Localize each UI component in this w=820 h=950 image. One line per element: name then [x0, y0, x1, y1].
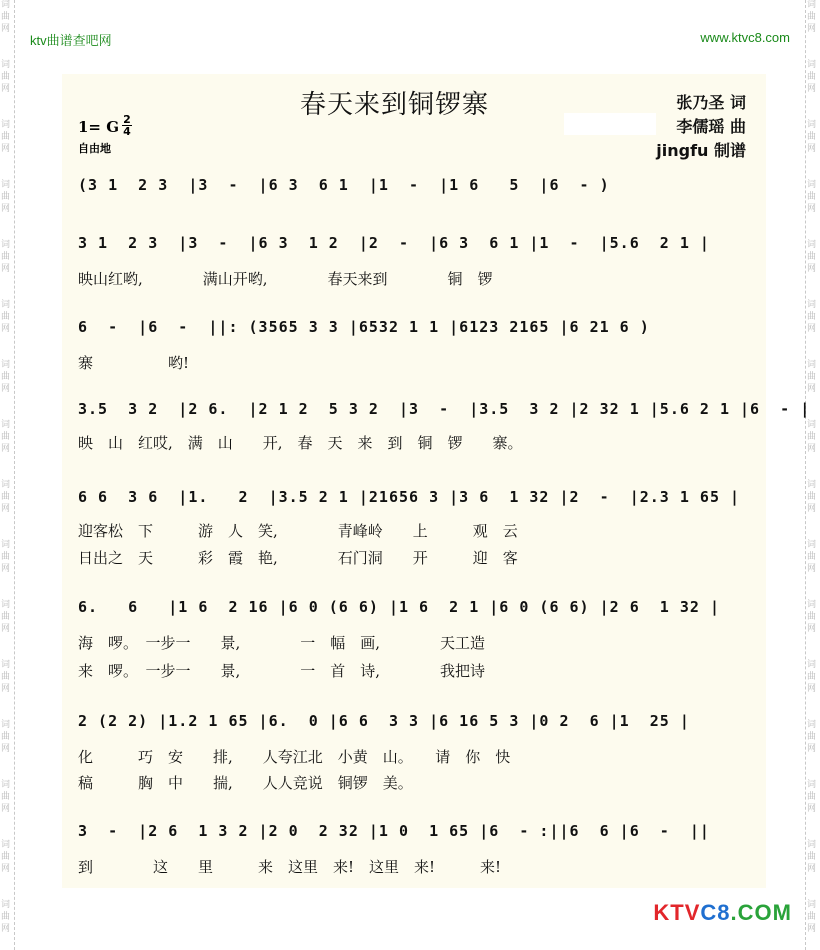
side-watermark-glyph: 网	[1, 384, 11, 394]
side-watermark-glyph: 词	[807, 720, 817, 730]
lyric-line-2: 寨 哟!	[78, 354, 190, 372]
side-watermark-glyph: 词	[1, 840, 11, 850]
side-watermark-glyph: 曲	[1, 72, 11, 82]
logo-part-ktv: KTV	[653, 900, 701, 925]
lyric-line-9: 稿 胸 中 揣, 人人竞说 铜锣 美。	[78, 774, 413, 792]
side-watermark-glyph: 曲	[1, 192, 11, 202]
side-watermark-glyph: 网	[1, 864, 11, 874]
left-watermark-strip	[0, 0, 15, 950]
side-watermark-glyph: 词	[1, 540, 11, 550]
side-watermark-glyph: 词	[1, 720, 11, 730]
side-watermark-glyph: 网	[1, 684, 11, 694]
side-watermark-glyph: 网	[807, 24, 817, 34]
notation-row-5: 6 6 3 6 |1. 2 |3.5 2 1 |21656 3 |3 6 1 32 |2 - |2.3 1 65 |	[78, 488, 741, 506]
side-watermark-glyph: 曲	[807, 312, 817, 322]
side-watermark-glyph: 曲	[807, 432, 817, 442]
side-watermark-glyph: 曲	[807, 552, 817, 562]
side-watermark-glyph: 曲	[1, 312, 11, 322]
side-watermark-glyph: 词	[1, 120, 11, 130]
side-watermark-glyph: 词	[1, 60, 11, 70]
side-watermark-glyph: 网	[807, 324, 817, 334]
notation-row-4: 3.5 3 2 |2 6. |2 1 2 5 3 2 |3 - |3.5 3 2 |2 32 1 |5.6 2 1 |6 - |	[78, 400, 811, 418]
side-watermark-glyph: 网	[1, 444, 11, 454]
logo-part-com: .COM	[730, 900, 792, 925]
side-watermark-glyph: 网	[807, 84, 817, 94]
site-name-label[interactable]: ktv曲谱查吧网	[30, 33, 112, 48]
arranger-credit: jingfu 制谱	[656, 141, 746, 160]
lyric-line-4: 迎客松 下 游 人 笑, 青峰岭 上 观 云	[78, 522, 518, 540]
side-watermark-glyph: 网	[1, 324, 11, 334]
key-signature: 1= G	[78, 118, 120, 136]
blank-patch	[564, 113, 656, 135]
side-watermark-glyph: 词	[807, 240, 817, 250]
side-watermark-glyph: 词	[807, 540, 817, 550]
side-watermark-glyph: 词	[1, 600, 11, 610]
side-watermark-glyph: 网	[807, 804, 817, 814]
side-watermark-glyph: 词	[807, 480, 817, 490]
side-watermark-glyph: 网	[807, 684, 817, 694]
side-watermark-glyph: 曲	[1, 492, 11, 502]
side-watermark-glyph: 曲	[1, 12, 11, 22]
lyric-line-8: 化 巧 安 排, 人夸江北 小黄 山。 请 你 快	[78, 748, 511, 766]
time-signature	[122, 114, 132, 137]
side-watermark-glyph: 词	[1, 660, 11, 670]
side-watermark-glyph: 曲	[807, 912, 817, 922]
side-watermark-glyph: 曲	[1, 852, 11, 862]
side-watermark-glyph: 网	[807, 624, 817, 634]
side-watermark-glyph: 网	[1, 804, 11, 814]
side-watermark-glyph: 词	[1, 480, 11, 490]
side-watermark-glyph: 词	[1, 420, 11, 430]
side-watermark-glyph: 曲	[1, 432, 11, 442]
side-watermark-glyph: 曲	[807, 852, 817, 862]
side-watermark-glyph: 曲	[1, 252, 11, 262]
side-watermark-glyph: 词	[807, 180, 817, 190]
side-watermark-glyph: 曲	[807, 732, 817, 742]
right-watermark-strip	[805, 0, 820, 950]
side-watermark-glyph: 曲	[807, 132, 817, 142]
side-watermark-glyph: 网	[807, 144, 817, 154]
side-watermark-glyph: 网	[1, 624, 11, 634]
side-watermark-glyph: 词	[807, 0, 817, 10]
side-watermark-glyph: 网	[1, 84, 11, 94]
tempo-marking: 自由地	[78, 142, 111, 155]
lyric-line-6: 海 啰。 一步一 景, 一 幅 画, 天工造	[78, 634, 486, 652]
time-signature-bottom: 4	[123, 125, 131, 138]
side-watermark-glyph: 网	[807, 864, 817, 874]
side-watermark-glyph: 网	[1, 744, 11, 754]
lyric-line-5: 日出之 天 彩 霞 艳, 石门洞 开 迎 客	[78, 549, 518, 567]
side-watermark-glyph: 曲	[1, 552, 11, 562]
lyric-line-7: 来 啰。 一步一 景, 一 首 诗, 我把诗	[78, 662, 486, 680]
side-watermark-glyph: 网	[807, 924, 817, 934]
side-watermark-glyph: 曲	[807, 792, 817, 802]
logo-part-c8: C8	[700, 900, 731, 925]
side-watermark-glyph: 曲	[1, 912, 11, 922]
side-watermark-glyph: 词	[1, 240, 11, 250]
notation-row-2: 3 1 2 3 |3 - |6 3 1 2 |2 - |6 3 6 1 |1 - |5.6 2 1 |	[78, 234, 710, 252]
side-watermark-glyph: 词	[807, 360, 817, 370]
side-watermark-glyph: 词	[1, 780, 11, 790]
side-watermark-glyph: 曲	[807, 492, 817, 502]
side-watermark-glyph: 曲	[1, 132, 11, 142]
side-watermark-glyph: 网	[1, 144, 11, 154]
side-watermark-glyph: 曲	[1, 792, 11, 802]
side-watermark-glyph: 网	[807, 204, 817, 214]
side-watermark-glyph: 曲	[807, 192, 817, 202]
side-watermark-glyph: 曲	[1, 672, 11, 682]
side-watermark-glyph: 网	[807, 744, 817, 754]
side-watermark-glyph: 词	[1, 900, 11, 910]
lyric-line-3: 映 山 红哎, 满 山 开, 春 天 来 到 铜 锣 寨。	[78, 434, 523, 452]
side-watermark-glyph: 网	[807, 564, 817, 574]
composer-credit: 李儒瑶 曲	[676, 117, 746, 136]
side-watermark-glyph: 词	[1, 300, 11, 310]
side-watermark-glyph: 网	[807, 504, 817, 514]
side-watermark-glyph: 网	[1, 24, 11, 34]
side-watermark-glyph: 曲	[807, 252, 817, 262]
side-watermark-glyph: 网	[1, 264, 11, 274]
notation-row-7: 2 (2 2) |1.2 1 65 |6. 0 |6 6 3 3 |6 16 5 3 |0 2 6 |1 25 |	[78, 712, 690, 730]
time-signature-top: 2	[123, 113, 131, 126]
notation-row-8: 3 - |2 6 1 3 2 |2 0 2 32 |1 0 1 65 |6 - :||6 6 |6 - ||	[78, 822, 710, 840]
side-watermark-glyph: 词	[807, 120, 817, 130]
notation-row-3: 6 - |6 - ||: (3565 3 3 |6532 1 1 |6123 2165 |6 21 6 )	[78, 318, 650, 336]
side-watermark-glyph: 网	[1, 924, 11, 934]
side-watermark-glyph: 网	[807, 444, 817, 454]
side-watermark-glyph: 词	[807, 300, 817, 310]
notation-row-1: (3 1 2 3 |3 - |6 3 6 1 |1 - |1 6 5 |6 - )	[78, 176, 610, 194]
site-url-label[interactable]: www.ktvc8.com	[700, 30, 790, 45]
side-watermark-glyph: 词	[807, 780, 817, 790]
side-watermark-glyph: 词	[807, 660, 817, 670]
notation-row-6: 6. 6 |1 6 2 16 |6 0 (6 6) |1 6 2 1 |6 0 (6 6) |2 6 1 32 |	[78, 598, 720, 616]
side-watermark-glyph: 词	[1, 0, 11, 10]
side-watermark-glyph: 词	[807, 900, 817, 910]
side-watermark-glyph: 网	[1, 504, 11, 514]
side-watermark-glyph: 网	[807, 264, 817, 274]
side-watermark-glyph: 曲	[1, 612, 11, 622]
site-logo	[653, 900, 792, 926]
side-watermark-glyph: 曲	[807, 72, 817, 82]
side-watermark-glyph: 网	[1, 204, 11, 214]
lyricist-credit: 张乃圣 词	[676, 93, 746, 112]
side-watermark-glyph: 词	[1, 360, 11, 370]
side-watermark-glyph: 曲	[807, 372, 817, 382]
side-watermark-glyph: 网	[1, 564, 11, 574]
side-watermark-glyph: 词	[807, 60, 817, 70]
side-watermark-glyph: 词	[807, 420, 817, 430]
song-title: 春天来到铜锣寨	[300, 90, 490, 120]
lyric-line-1: 映山红哟, 满山开哟, 春天来到 铜 锣	[78, 270, 493, 288]
side-watermark-glyph: 曲	[1, 372, 11, 382]
lyric-line-10: 到 这 里 来 这里 来! 这里 来! 来!	[78, 858, 502, 876]
side-watermark-glyph: 词	[807, 840, 817, 850]
side-watermark-glyph: 词	[1, 180, 11, 190]
side-watermark-glyph: 曲	[807, 12, 817, 22]
side-watermark-glyph: 曲	[807, 672, 817, 682]
side-watermark-glyph: 词	[807, 600, 817, 610]
side-watermark-glyph: 曲	[807, 612, 817, 622]
side-watermark-glyph: 网	[807, 384, 817, 394]
side-watermark-glyph: 曲	[1, 732, 11, 742]
